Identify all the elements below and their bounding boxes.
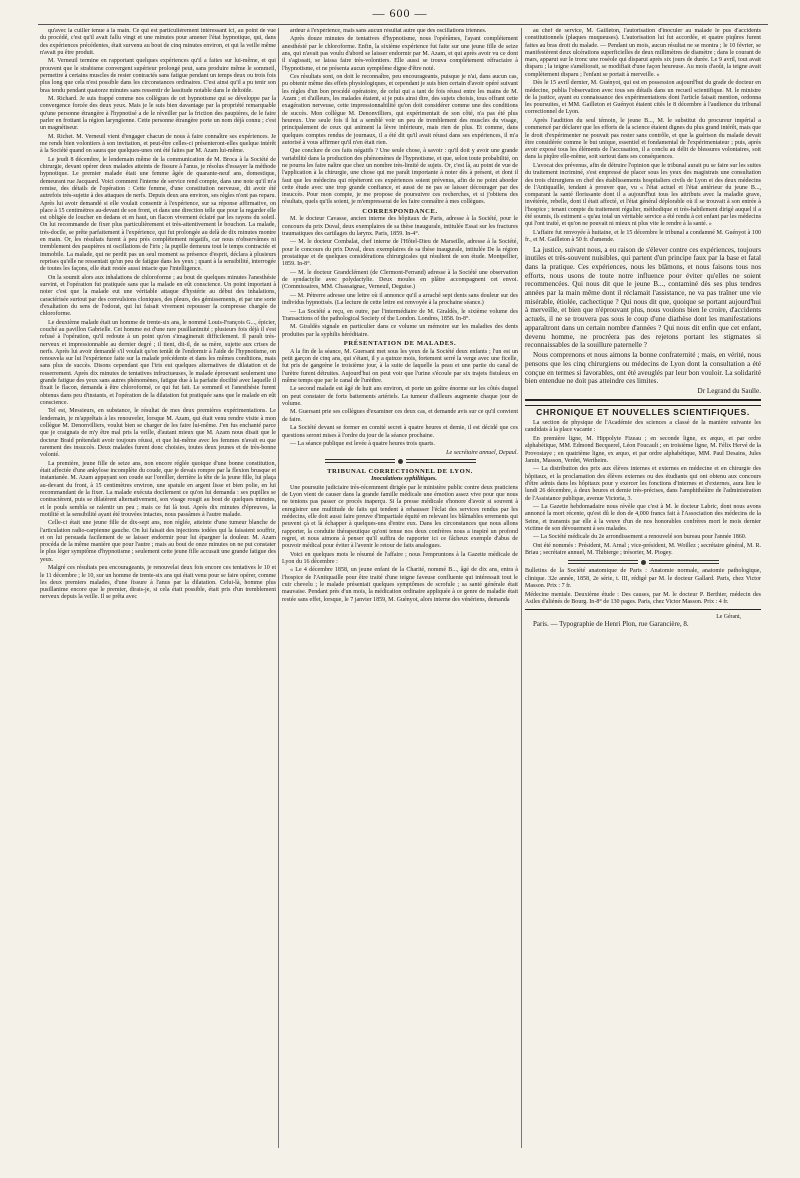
paragraph: au chef de service, M. Gailleton, l'autorisation d'inoculer au malade le pus d'accidents constitutionnels (plaques muqueuses). L'autorisation lui fut accordée, et quatre piqûres furent faites au bras droit du malade. — Pendant un mois, aucun résultat ne se montra ; le 10 février, se manifestèrent deux ulcérations superficielles de deux millimètres de diamètre ; dans le courant de mars, apparut sur le tronc une roséole qui disparut après six jours de durée. Le 9 avril, tout avait disparu ; la teigne s'améliorait, se modifiait d'une façon heureuse. Au mois d'août, la teigne avait complètement disparu ; l'enfant se portait à merveille. » <box>525 28 761 78</box>
printer-imprint: Paris. — Typographie de Henri Plon, rue Garancière, 8. <box>533 620 689 629</box>
paragraph: Le second malade est âgé de huit ans environ, et porte un goître énorme sur les côtés duquel on peut constater de forts battements artériels. La tumeur d'ailleurs augmente chaque jour de volume. <box>282 386 518 407</box>
section-heading-correspondance: CORRESPONDANCE. <box>362 207 438 215</box>
paragraph: ardeur à l'expérience, mais sans aucun résultat autre que des oscillations iriennes. <box>290 28 487 34</box>
paragraph: Une poursuite judiciaire très-récemment dirigée par le ministère public contre deux praticiens de Lyon vient de causer dans la grande famille médicale une émotion assez vive pour que nous ne tenions pas passer ce procès inaperçu. Si la presse médicale s'honore d'avoir si souvent à enregistrer une multitude de faits qui tendent à rehausser l'éclat des services rendus par les médecins, elle doit aussi faire preuve d'impartiale équité en relevant les blâmables errements qui peuvent çà et là échapper à quelques-uns d'entre eux. Dans les circonstances que nous allons rapporter, la conduite thérapeutique qu'ont tenue nos deux confrères nous a inspiré un profond regret, et nous aimons à penser qu'il suffira de rapporter ici ce fâcheux exemple d'abus de pouvoir médical pour éviter à l'avenir le retour de faits analogues. <box>282 484 518 550</box>
column-1 <box>40 28 276 1136</box>
paragraph: — La Société a reçu, en outre, par l'intermédiaire de M. Giraldès, le sixième volume des Transactions of the pathological Society of the London. Londres, 1858. In-8°. <box>282 308 518 322</box>
paragraph: qu'avec la cuiller tenue à la main. Ce qui est particulièrement intéressant ici, au point de vue du procédé, c'est qu'il avait fallu vingt et une minutes pour amener l'état hypnotique, qui, dans des expériences précédentes, était survenu au bout de cinq minutes environ, et qui la veille même n'avait pu être produit. <box>40 28 276 56</box>
paragraph: Après l'audition du seul témoin, le jeune B..., M. le substitut du procureur impérial a commencé par déclarer que les efforts de la science étaient dignes du plus grand intérêt, mais que le droit d'expérimenter ne pouvait pas rester sans contrôle, et que la guérison du malade devait être considérée comme le but unique, essentiel et fondamental de l'expérimentateur ; puis, après avoir exposé tous les éléments de l'accusation, il a conclu au délit de blessures volontaires, soit dans la piqûre elle-même, soit surtout dans ses conséquences. <box>525 117 761 161</box>
footer-rule <box>525 609 761 612</box>
paragraph: La justice, suivant nous, a eu raison de s'élever contre ces expériences, toujours inutiles et très-souvent nuisibles, qui partent d'un principe faux par la base et fatal dans la pratique. Ces expériences, nous les blâmons, et nous faisons tous nos efforts, nous usons de toute notre influence pour éviter qu'elles ne soient recommencées. Qui nous dit que le jeune B..., contaminé dès ses plus tendres années par la main même dont il réclamait l'assistance, ne va pas traîner une vie misérable, étiolée, cachectique ? Qui nous dit que, quoique se portant aujourd'hui à merveille, et bien que n'éprouvant plus, nous voulons bien le croire, d'accidents actuels, il ne se trouvera pas sous le coup d'une diathèse dont les manifestations apparaîtront dans un certain nombre d'années ? Qui nous dit enfin que cet enfant, devenu homme, ne procréera pas des rejetons portant les stigmates si reconnaissables de la souillure paternelle ? <box>525 245 761 350</box>
paragraph: L'avocat des prévenus, afin de détruire l'opinion que le tribunal aurait pu se faire sur les suites du traitement incriminé, s'est empressé de placer sous les yeux des magistrats une consultation des trois chirurgiens en chef des établissements hospitaliers civils de Lyon et des deux médecins de l'Antiquaille, tendant à prouver que, vu « l'état actuel et l'état antérieur du jeune B..., comparant la santé florissante dont il a aujourd'hui tous les attributs avec la maladie grave, invétérée, rebelle, dont il était affecté, et l'état général déplorable où il se trouvait à son entrée à l'hospice ; tenant compte du traitement régulier, méthodique et très-habilement dirigé auquel il a été soumis, ils estiment « qu'au total un véritable service a été rendu à cet enfant par les médecins qui l'ont traité, et qu'on ne pouvait ni mieux ni plus vite le rendre à la santé. » <box>525 162 761 228</box>
paragraph: Ont été nommés : Président, M. Arnal ; vice-président, M. Woillez ; secrétaire général, M. R. Briau ; secrétaire annuel, M. Thibierge ; trésorier, M. Piogey. <box>525 542 761 557</box>
paragraph: Le jeudi 8 décembre, le lendemain même de la communication de M. Broca à la Société de chirurgie, devant opérer deux malades atteints de fissure à l'anus, je résolus d'essayer la méthode hypnotique. Le premier malade était une femme âgée de quarante-neuf ans, domestique, demeurant rue Jacquard. Voici comment l'interne de service rend compte, dans une note qu'il m'a remise, des détails de l'opération : Cette femme, d'une constitution nerveuse, dit avoir été autrefois très-sujette à des attaques de nerfs. Depuis deux ans environ, ses règles n'ont pas reparu. Après lui avoir demandé si elle voulait consentir à l'expérience, sur sa réponse affirmative, on place à 15 centimètres au-devant de son front, et dans une direction telle que pour la regarder elle est obligée de loucher en dedans et en haut, un flacon vivement éclairé par les rayons du soleil. On lui recommande de fixer plus particulièrement et très-attentivement le bouchon. La malade, très-docile, se prête parfaitement à l'expérience, qui fut prolongée au delà de dix minutes montre en main. Or, les résultats furent à peu près complètement négatifs, car nous n'observâmes ni tremblement des paupières ni oscillations de l'iris ; la pupille demeura tout le temps contractée et immobile. La malade, qui ne perdit pas un seul moment sa présence d'esprit, déclara à plusieurs reprises qu'elle ne ressentait qu'un peu de fatigue dans les yeux ; quant à la sensibilité, interrogée de toutes les façons, elle était restée aussi intacte que l'intelligence. <box>40 156 276 273</box>
bibliography-block <box>525 568 761 606</box>
paragraph: M. le docteur Cavasse, ancien interne des hôpitaux de Paris, adresse à la Société, pour le concours du prix Duval, deux exemplaires de sa thèse inaugurale, intitulée Essai sur les fractures traumatiques des cartilages du larynx. Paris, 1859. In-4°. <box>282 216 518 237</box>
column-divider <box>278 28 279 1148</box>
ornament-divider <box>525 559 761 566</box>
paragraph: Tel est, Messieurs, en substance, le résultat de mes deux premières expérimentations. Le lendemain, je m'apprêtais à les renouveler, lorsque M. Azam, qui était venu rendre visite à mon collègue M. Denonvilliers, voulut bien se charger de les faire lui-même. J'en fus enchanté parce que je craignais de m'y être mal pris la veille, d'autant mieux que M. Azam nous disait que le docteur Braid prétendait avoir toujours réussi, et que lui-même avec les femmes n'avait eu que rarement des insuccès. Deux malades furent donc choisies, toutes deux jeunes et de très-bonne volonté. <box>40 408 276 459</box>
column-divider <box>521 28 522 1148</box>
paragraph: Dès le 15 avril dernier, M. Guényot, qui est en possession aujourd'hui du grade de docteur en médecine, publia l'observation avec tous ses détails dans un recueil scientifique. M. le ministre de la justice, ayant eu connaissance des expérimentations dont l'article faisait mention, ordonna les poursuites, et MM. Gailleton et Guényot étaient cités le 8 décembre à l'audience du tribunal correctionnel de Lyon. <box>525 80 761 116</box>
paragraph: On la soumit alors aux inhalations de chloroforme ; au bout de quelques minutes l'anesthésie survint, et l'opération fut pratiquée sans que la malade en eût conscience. Un point important à noter c'est que la malade eut une véritable attaque d'hystérie au début des inhalations, caractérisée surtout par des convulsions cloniques, des pleurs, des gémissements, et par une sorte d'exaltation du sens de l'odorat, qui lui faisait vivement repousser la compresse chargée de chloroforme. <box>40 274 276 318</box>
paragraph: La section de physique de l'Académie des sciences a classé de la manière suivante les candidats à la place vacante : <box>525 420 761 434</box>
paragraph: A la fin de la séance, M. Guersant met sous les yeux de la Société deux enfants ; l'un est un petit garçon de cinq ans, qui s'étant, il y a quinze mois, fortement serré la verge avec une ficelle, fut pris de gangrène le troisième jour, à la suite de laquelle la peau et une partie du canal de l'urètre furent détruites. Aujourd'hui on peut voir que l'urine s'écoule par six trajets fistuleux en même temps que par le canal de l'urèthre. <box>282 348 518 384</box>
paragraph: Que conclure de ces faits négatifs ? Une seule chose, à savoir : qu'il doit y avoir une grande variabilité dans la production des phénomènes de l'hypnotisme, et que, selon toute probabilité, on ne pourra les faire naître que chez un nombre très-limité de sujets. Or, c'est là, au point de vue de l'application à la chirurgie, une chose qui me paraît importante à noter dès à présent, et dont il faut que les médecins qui répéteront ces expériences soient prévenus, afin de ne point aborder cette étude avec une trop grande confiance, et aussi de ne pas se laisser décourager par des insuccès. Pour mon compte, je me propose de poursuivre ces recherches, et si j'obtiens des résultats, quels qu'ils soient, je m'empresserai de les faire connaître à mes collègues. <box>282 148 518 206</box>
paragraph: — M. Pétrerre adresse une lettre où il annonce qu'il a arraché sept dents sans douleur sur des individus hypnotisés. (La lecture de cette lettre est renvoyée à la prochaine séance.) <box>282 292 518 307</box>
paragraph: Celle-ci était une jeune fille de dix-sept ans, non réglée, atteinte d'une tumeur blanche de l'articulation radio-carpienne gauche. On lui faisait des injections iodées qui la faisaient souffrir, et on lui persuada facilement de se laisser endormir pour lui épargner la douleur. M. Azam procéda de la même manière que pour l'autre ; mais au bout de onze minutes on ne put constater le plus léger symptôme d'hypnotisme ; seulement cette jeune fille accusait une grande fatigue des yeux. <box>40 520 276 563</box>
gerant-label: Le Gérant, <box>716 614 741 621</box>
paragraph: — La séance publique est levée à quatre heures trois quarts. <box>290 441 435 448</box>
paragraph: Après douze minutes de tentatives d'hypnotisme, nous l'opérâmes, l'ayant complétement anesthésié par le chloroforme. Enfin, la sixième expérience fut faite sur une jeune fille de seize ans, qui n'avait pas voulu d'abord se laisser endormir par M. Azam, et qui après avoir vu ce dont il s'agissait, se laissa faire très-volontiers. Elle aussi se trouva complétement réfractaire à l'hypnotisme, et ne présenta aucun symptôme digne d'être noté. <box>282 36 518 72</box>
signature-author: Dr Legrand du Saulle. <box>697 387 761 396</box>
paragraph: Voici en quelques mots le résumé de l'affaire ; nous l'empruntons à la Gazette médicale de Lyon du 16 décembre : <box>282 551 518 565</box>
column-2 <box>282 28 518 1136</box>
paragraph: Le deuxième malade était un homme de trente-six ans, le nommé Louis-François G..., épicier, couché au pavillon Gabrielle. Cet homme est d'une rare pusillanimité ; plusieurs fois déjà il s'est refusé à l'opération, qu'il redoute à un point qu'on s'imaginerait difficilement. Il paraît très-nerveux et impressionnable au dernier degré ; il tient, dit-il, de sa mère, sujette aux crises de nerfs. Après lui avoir demandé s'il voulait qu'on tentât de l'endormir à l'aide de l'hypnotisme, on renouvela sur lui l'expérience faite sur la malade précédente et dans les mêmes conditions, mais sans plus de succès. Disons cependant que l'iris eut quelques alternatives de dilatation et de resserrement. Après dix minutes de tentatives infructueuses, le malade éprouvant seulement une grande fatigue des yeux sans autres phénomènes, fatigue due à la parfaite docilité avec laquelle il fixait le flacon, demanda à être chloroformé, ce qui fut fait. Le sommeil et l'anesthésie furent obtenus dans peu d'instants, et l'opération de la dilatation fut pratiquée sans que le malade en eût conscience. <box>40 319 276 406</box>
bibliography-entry: Bulletins de la Société anatomique de Paris : Anatomie normale, anatomie pathologique, clinique. 32e année, 1858, 2e série, t. III, rédigé par M. le docteur Gallard. Paris, chez Victor Masson. Prix : 7 fr. <box>525 568 761 590</box>
section-heading-presentation: PRÉSENTATION DE MALADES. <box>343 340 457 348</box>
paragraph: Ces résultats sont, on doit le reconnaître, peu encourageants, puisque je n'ai, dans aucun cas, pu obtenir même des effets physiologiques, et cependant je suis bien certain d'avoir opéré suivant les règles d'un bon procédé opératoire, de celui qui a tant de fois réussi entre les mains de M. Azam ; et d'ailleurs, les malades étaient, si je puis ainsi dire, des sujets choisis, tous offrant cette exagération nerveuse, cette impressionnabilité qu'on doit considérer comme une des conditions de succès. Mon collègue M. Denonvilliers, qui expérimentait de son côté, n'a pas été plus heureux. Une seule fois il lui a semblé voir un peu de tremblement des muscles du visage, principalement de ceux qui animent la lèvre inférieure, mais rien de plus. Et comme, dans quelques comptes rendus de journaux, il a été dit qu'il avait réussi dans ses expériences, il m'a autorisé à vous affirmer qu'il n'en était rien. <box>282 74 518 146</box>
paragraph: M. Guersant prie ses collègues d'examiner ces deux cas, et demande avis sur ce qu'il convient de faire. <box>282 409 518 423</box>
paragraph: — M. le docteur Grandclément (de Clermont-Ferrand) adresse à la Société une observation de syndactylie avec polydactylie. Deux moules en plâtre accompagnent cet envoi. (Commissaires, MM. Chassaignac, Verneuil, Deguise.) <box>282 269 518 291</box>
section-rule <box>525 399 761 406</box>
paragraph: — La Gazette hebdomadaire nous révèle que c'est à M. le docteur Labric, dont nous avons annoncé la mort récente, qu'est dû le don de 4,000 francs fait à l'Association des médecins de la Seine, et transmis par elle à la veuve d'un de nos honorables confrères mort le mois dernier victime de son dévouement à ses malades. <box>525 504 761 532</box>
paragraph: Nous comprenons et nous aimons la bonne confraternité ; mais, en vérité, nous pensons que les cinq chirurgiens ou médecins de Lyon dont la consultation a été conçue en termes si favorables, ont été aveuglés par leur bon vouloir. La solidarité bien entendue ne doit pas atteindre ces limites. <box>525 351 761 386</box>
paragraph: — La distribution des prix aux élèves internes et externes en médecine et en chirurgie des hôpitaux, et la proclamation des élèves externes ou des étudiants qui ont obtenu aux concours d'être admis dans les hôpitaux pour y exercer les fonctions d'internes et d'externes, aura lieu le lundi 26 décembre, à deux heures et demie très-précises, dans l'amphithéâtre de l'administration de l'Assistance publique, avenue Victoria, 3. <box>525 466 761 502</box>
top-rule <box>38 24 768 25</box>
paragraph: — La Société médicale du 2e arrondissement a renouvelé son bureau pour l'année 1860. <box>533 534 747 541</box>
page-number: — 600 — <box>372 6 428 20</box>
paragraph: Malgré ces résultats peu encourageants, je renouvelai deux fois encore ces tentatives le 10 et le 11 décembre ; le 10, sur un homme de trente-six ans qui était venu pour se faire opérer, comme les deux premiers malades, d'une fissure à l'anus par la dilatation. Celui-là, homme plus pusillanime encore que le premier, dirais-je, si cela était possible, était pris d'un tremblement nerveux depuis la veille. Il se prêta avec <box>40 565 276 601</box>
paragraph: L'affaire fut renvoyée à huitaine, et le 15 décembre le tribunal a condamné M. Guényot à 100 fr., et M. Gailleton à 50 fr. d'amende. <box>525 229 761 244</box>
signature-secretary: Le secrétaire annuel, Depaul. <box>446 449 518 456</box>
column-3 <box>525 28 761 1143</box>
paragraph: M. Verneuil termine en rapportant quelques expériences qu'il a faites sur lui-même, et qui prouvent que le strabisme convergent supérieur prolongé peut, sans produire même le sommeil, permettre à certains muscles de rester contractés sans fatigue pendant un temps deux ou trois fois plus long que cela n'est possible dans les circonstances ordinaires. C'est ainsi qu'il a pu tenir son bras tendu pendant quatorze minutes sans ressentir de lassitude notable dans le deltoïde. <box>40 58 276 94</box>
paragraph: M. Richard. Je suis frappé comme nos collègues de cet hypnotisme qui se développe par la convergence forcée des deux yeux. Mais je le suis bien davantage par la propriété remarquable qu'une personne étrangère à l'hypnotisé a de le réveiller par la friction des paupières, de le faire parler en frottant la région laryngienne. Cette personne étrangère porte un nom déjà connu ; c'est un magnétiseur. <box>40 96 276 132</box>
paragraph: « Le 4 décembre 1858, un jeune enfant de la Charité, nommé B..., âgé de dix ans, entra à l'hospice de l'Antiquaille pour être traité d'une teigne faveuse confluente qui intéressait tout le cuir chevelu ; le malade présentait quelques symptômes de scrofule ; sa santé générale était mauvaise. Pendant près d'un mois, la médication ordinaire appliquée à ce genre de maladie était restée sans effet, lorsque, le 7 janvier 1859, M. Guényot, alors interne des vénériens, demanda <box>282 567 518 603</box>
editorial-block <box>525 246 761 396</box>
paragraph: La Société devant se former en comité secret à quatre heures et demie, il est décidé que ces questions seront mises à l'ordre du jour de la séance prochaine. <box>282 425 518 439</box>
section-heading-tribunal: TRIBUNAL CORRECTIONNEL DE LYON. <box>327 467 473 475</box>
section-heading-chronique: CHRONIQUE ET NOUVELLES SCIENTIFIQUES. <box>536 406 750 417</box>
ornament-divider <box>282 459 518 466</box>
paragraph: La première, jeune fille de seize ans, non encore réglée quoique d'une bonne constitution, était affectée d'une ankylose incomplète du coude, que je devais rompre par la flexion brusque et instantanée. M. Azam appuyant son coude sur l'oreiller, derrière la tête de la jeune fille, lui plaça au-devant du front, à 15 centimètres environ, une spatule en argent lisse et bien polie, en lui recommandant de la fixer. La malade exécuta docilement ce qu'on lui demanda : ses pupilles se contractèrent, puis se dilatèrent alternativement, son visage rougit au bout de quelques minutes, et le pouls sembla se ralentir un peu ; mais ce fut là tout. Après dix minutes d'épreuves, la motilité et la sensibilité ayant été trouvées intactes, nous passâmes à l'autre malade. <box>40 460 276 518</box>
paragraph: M. Giraldès signale en particulier dans ce volume un mémoire sur les maladies des dents produites par la syphilis héréditaire. <box>282 324 518 338</box>
paragraph: En première ligne, M. Hippolyte Fizeau ; en seconde ligne, ex æquo, et par ordre alphabétique, MM. Edmond Becquerel, Léon Foucault ; en troisième ligne, M. Félix Hervé de la Provostaye ; en quatrième ligne, ex æquo, et par ordre alphabétique, MM. Paul Desains, Jules Jamin, Masson, Verdet, Wertheim. <box>525 435 761 464</box>
paragraph: M. Richet. M. Verneuil vient d'engager chacun de nous à faire connaître ses expériences. Je me rends bien volontiers à son invitation, et peut-être celles-ci présenteront-elles quelque intérêt à la Société quand on saura que quelques-unes ont été faites par M. Azam lui-même. <box>40 133 276 155</box>
paragraph: — M. le docteur Combalat, chef interne de l'Hôtel-Dieu de Marseille, adresse à la Société, pour le concours du prix Duval, deux exemplaires de sa thèse inaugurale, intitulée De la région prostatique et de quelques considérations chirurgicales qui résultent de son étude. Montpellier, 1859. In-8°. <box>282 239 518 268</box>
bibliography-entry: Médecine mentale. Deuxième étude : Des causes, par M. le docteur P. Berthier, médecin des Asiles d'aliénés de Bourg. In-8° de 130 pages. Paris, chez Victor Masson. Prix : 4 fr. <box>525 591 761 605</box>
section-subheading: Inoculations syphilitiques. <box>371 476 437 483</box>
